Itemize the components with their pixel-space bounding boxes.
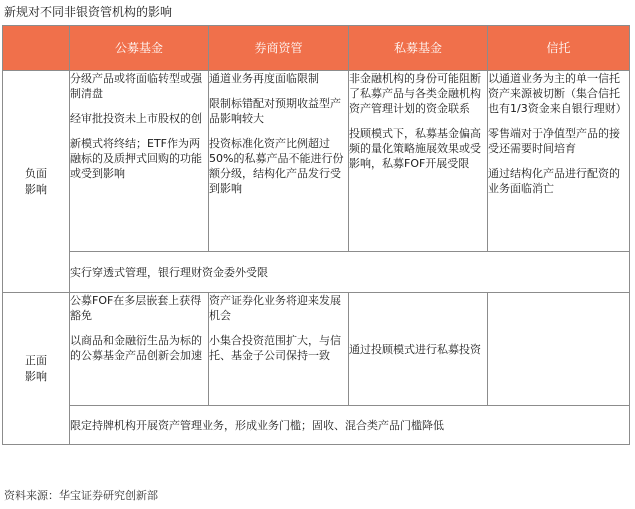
- cell-paragraph: 小集合投资范围扩大，与信托、基金子公司保持一致: [209, 334, 341, 362]
- cell-paragraph: 通过投顾模式进行私募投资: [349, 342, 481, 356]
- row-label-negative-line1: 负面: [25, 166, 47, 180]
- cell-paragraph: 以商品和金融衍生品为标的的公募基金产品创新会加速: [70, 334, 202, 362]
- negative-broker-am-cell: [209, 71, 349, 252]
- positive-private-fund-cell: [349, 293, 488, 406]
- negative-common-row: [3, 252, 630, 293]
- page-title: 新规对不同非银资管机构的影响: [4, 5, 173, 19]
- positive-common-cell: 限定持牌机构开展资产管理业务，形成业务门槛；固收、混合类产品门槛降低: [70, 406, 630, 445]
- negative-common-cell: 实行穿透式管理，银行理财资金委外受限: [70, 252, 630, 293]
- cell-paragraph: 新模式将终结；ETF作为两融标的及质押式回购的功能或受到影响: [70, 137, 202, 180]
- negative-trust-cell: [488, 71, 630, 252]
- cell-paragraph: 投顾模式下，私募基金偏高频的量化策略施展效果或受影响，私募FOF开展受限: [349, 127, 481, 170]
- negative-public-fund-cell: [70, 71, 209, 252]
- cell-paragraph: 投资标准化资产比例超过50%的私募产品不能进行份额分级，结构化产品发行受到影响: [209, 137, 344, 195]
- impact-table: [2, 25, 630, 445]
- cell-paragraph: 通过结构化产品进行配资的业务面临消亡: [488, 167, 620, 195]
- row-label-positive-line1: 正面: [25, 353, 47, 367]
- positive-broker-am-cell: [209, 293, 349, 406]
- cell-paragraph: 经审批投资未上市股权的创: [70, 112, 202, 125]
- cell-paragraph: 限制标错配对预期收益型产品影响较大: [209, 97, 341, 125]
- header-public-fund: 公募基金: [70, 26, 209, 71]
- header-corner: [3, 26, 70, 71]
- cell-paragraph: 资产证券化业务将迎来发展机会: [209, 294, 341, 322]
- positive-trust-cell: [488, 293, 630, 406]
- row-label-positive: [3, 293, 70, 445]
- positive-common-row: [3, 406, 630, 445]
- cell-paragraph: 通道业务再度面临限制: [209, 72, 319, 85]
- cell-paragraph: 以通道业务为主的单一信托资产来源被切断（集合信托也有1/3资金来自银行理财）: [488, 72, 627, 115]
- header-private-fund: 私募基金: [349, 26, 488, 71]
- header-broker-am: 券商资管: [209, 26, 349, 71]
- cell-paragraph: 公募FOF在多层嵌套上获得豁免: [70, 294, 202, 322]
- source-note: 资料来源：华宝证券研究创新部: [4, 489, 158, 502]
- cell-paragraph: 零售端对于净值型产品的接受还需要时间培育: [488, 127, 620, 155]
- cell-paragraph: 非金融机构的身份可能阻断了私募产品与各类金融机构资产管理计划的资金联系: [349, 72, 481, 115]
- header-row: [3, 26, 630, 71]
- negative-row: [3, 71, 630, 252]
- negative-private-fund-cell: [349, 71, 488, 252]
- positive-row: [3, 293, 630, 406]
- row-label-negative-line2: 影响: [25, 182, 47, 196]
- cell-paragraph: 分级产品或将面临转型或强制清盘: [70, 72, 202, 100]
- row-label-negative: [3, 71, 70, 293]
- positive-public-fund-cell: [70, 293, 209, 406]
- row-label-positive-line2: 影响: [25, 369, 47, 383]
- header-trust: 信托: [488, 26, 630, 71]
